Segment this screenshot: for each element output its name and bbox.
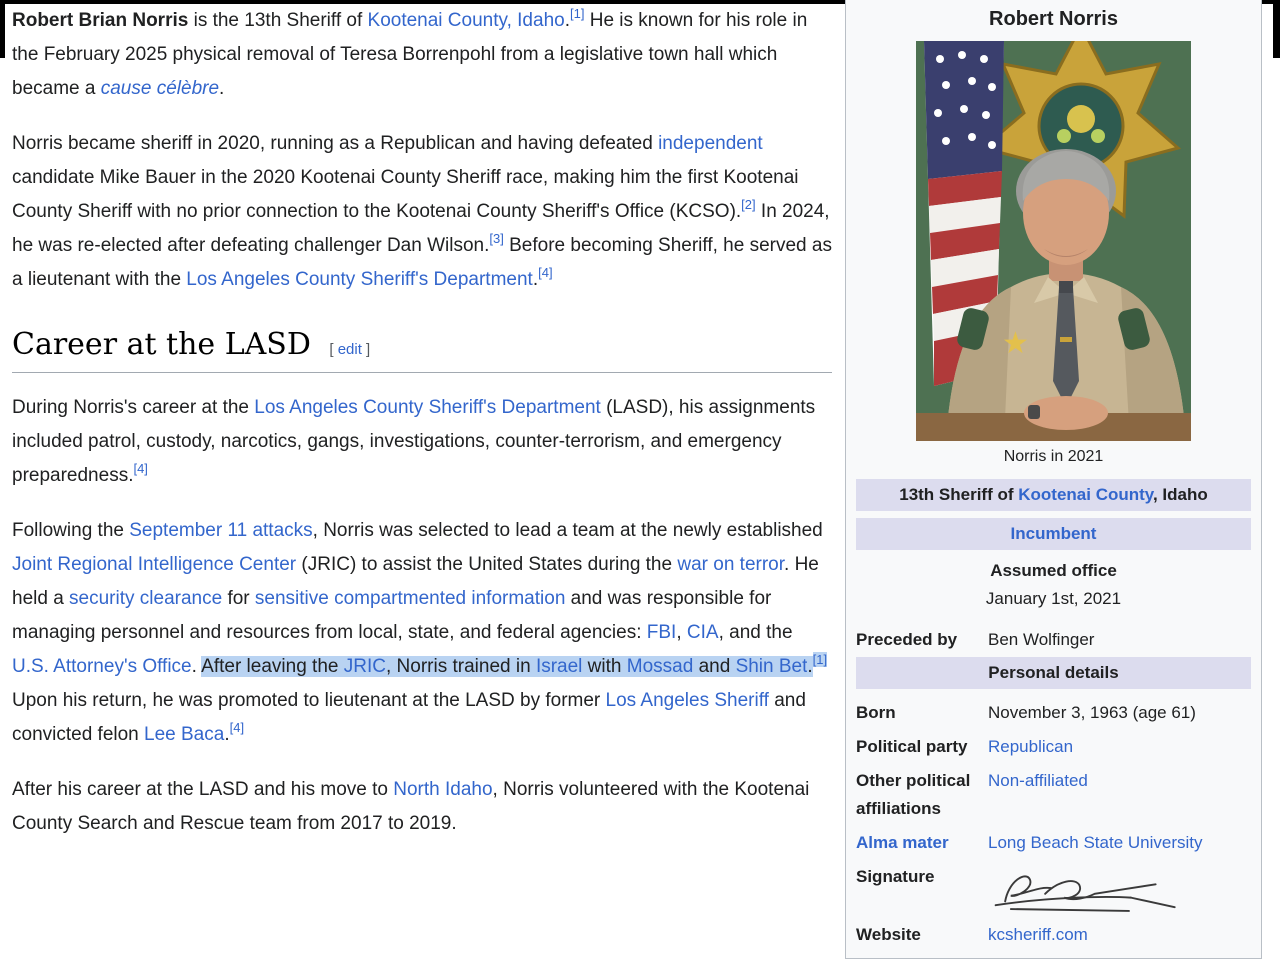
text-segment: Following the bbox=[12, 520, 130, 541]
link[interactable]: independent bbox=[658, 133, 763, 154]
intro-paragraph-1 bbox=[12, 4, 832, 106]
text-segment: (JRIC) to assist the United States during the bbox=[296, 554, 678, 575]
infobox-row-value bbox=[978, 921, 1251, 949]
text-segment: candidate Mike Bauer in the 2020 Kootenai County Sheriff race, making him the first Kootenai County Sheriff with no prior connection to the Kootenai County Sheriff's Office (KCSO). bbox=[12, 167, 799, 222]
infobox-row bbox=[856, 826, 1251, 860]
link[interactable]: Incumbent bbox=[1010, 524, 1097, 543]
infobox-title: Robert Norris bbox=[989, 8, 1118, 30]
link[interactable]: Los Angeles County Sheriff's Department bbox=[186, 269, 533, 290]
text-segment: . bbox=[807, 656, 813, 677]
infobox-row-label: Signature bbox=[856, 867, 935, 886]
infobox-row bbox=[856, 764, 1251, 826]
text-segment: , Idaho bbox=[1152, 485, 1208, 504]
link[interactable]: Mossad bbox=[626, 656, 694, 677]
text-segment: , bbox=[676, 622, 687, 643]
chest-badge-star: ★ bbox=[1002, 327, 1029, 360]
text-segment: During Norris's career at the bbox=[12, 397, 255, 418]
text-segment: He is known for his role in the February 2025 physical removal of Teresa Borrenpohl from a legislative town hall which became a bbox=[12, 10, 808, 99]
text-segment: , and the bbox=[718, 622, 793, 643]
infobox-row bbox=[856, 623, 1251, 657]
link[interactable]: Los Angeles County Sheriff's Department bbox=[254, 397, 601, 418]
link[interactable]: sensitive compartmented information bbox=[254, 588, 566, 609]
assumed-office-date: January 1st, 2021 bbox=[985, 589, 1122, 608]
link[interactable]: Kootenai County bbox=[1018, 485, 1153, 504]
edit-bracket-close: ] bbox=[361, 341, 371, 358]
text-segment: In 2024, he was re-elected after defeating challenger Dan Wilson. bbox=[12, 201, 830, 256]
career-paragraph-1 bbox=[12, 391, 832, 493]
signature-image bbox=[988, 865, 1188, 915]
text-segment: with bbox=[582, 656, 627, 677]
link[interactable]: North Idaho bbox=[393, 779, 493, 800]
screenshot-right-edge-artifact bbox=[1273, 0, 1280, 58]
link[interactable]: war on terror bbox=[677, 554, 785, 575]
infobox-row-label: Website bbox=[856, 925, 921, 944]
text-segment: , Norris trained in bbox=[385, 656, 536, 677]
infobox-row-label: Preceded by bbox=[856, 630, 958, 649]
text-segment: Robert Brian Norris bbox=[12, 10, 189, 31]
link[interactable]: security clearance bbox=[69, 588, 223, 609]
link[interactable]: cause célèbre bbox=[100, 78, 220, 99]
reference-link[interactable]: [1] bbox=[569, 5, 585, 21]
link[interactable]: Kootenai County, Idaho bbox=[367, 10, 565, 31]
infobox-row-label: Other political affiliations bbox=[856, 771, 971, 818]
photo-caption: Norris in 2021 bbox=[1003, 448, 1104, 465]
infobox-row-label: Political party bbox=[856, 737, 968, 756]
reference-link[interactable]: [3] bbox=[489, 230, 504, 246]
section-title: Career at the LASD bbox=[12, 327, 311, 362]
infobox bbox=[845, 0, 1262, 959]
link[interactable]: FBI bbox=[646, 622, 677, 643]
link[interactable]: Republican bbox=[988, 737, 1074, 756]
assumed-office-label: Assumed office bbox=[990, 561, 1117, 580]
career-paragraph-3 bbox=[12, 773, 832, 841]
text-segment: . He held a bbox=[12, 554, 819, 609]
link[interactable]: Lee Baca bbox=[144, 724, 225, 745]
link[interactable]: Los Angeles Sheriff bbox=[605, 690, 769, 711]
link[interactable]: Long Beach State University bbox=[988, 833, 1203, 852]
portrait-photo bbox=[916, 41, 1191, 441]
reference-link[interactable]: [1] bbox=[812, 651, 828, 667]
infobox-row bbox=[856, 696, 1251, 730]
infobox-row-value: November 3, 1963 (age 61) bbox=[988, 703, 1196, 722]
text-segment: Before becoming Sheriff, he served as a lieutenant with the bbox=[12, 235, 832, 290]
edit-link[interactable]: edit bbox=[337, 341, 362, 358]
text-segment: Norris became sheriff in 2020, running as a Republican and having defeated bbox=[12, 133, 659, 154]
text-segment: . bbox=[564, 10, 570, 31]
infobox-row-value: Ben Wolfinger bbox=[988, 630, 1095, 649]
intro-paragraph-2 bbox=[12, 127, 832, 297]
text-segment: . bbox=[191, 656, 202, 677]
link[interactable]: September 11 attacks bbox=[129, 520, 313, 541]
edit-bracket-open: [ bbox=[329, 341, 338, 358]
infobox-section-header: Personal details bbox=[856, 657, 1251, 689]
link[interactable]: CIA bbox=[686, 622, 719, 643]
infobox-row-value bbox=[978, 733, 1251, 761]
text-segment: (LASD), his assignments included patrol, custody, narcotics, gangs, investigations, counter-terrorism, and emergency preparedness. bbox=[12, 397, 816, 486]
incumbent-header bbox=[856, 518, 1251, 550]
link[interactable]: Israel bbox=[535, 656, 583, 677]
text-segment: , Norris volunteered with the Kootenai County Search and Rescue team from 2017 to 2019. bbox=[12, 779, 810, 834]
link[interactable]: kcsheriff.com bbox=[988, 925, 1088, 944]
reference-link[interactable]: [4] bbox=[229, 719, 245, 735]
text-segment: . bbox=[532, 269, 539, 290]
text-segment: . bbox=[224, 724, 230, 745]
text-segment: Upon his return, he was promoted to lieutenant at the LASD by former bbox=[12, 690, 606, 711]
edit-section bbox=[329, 341, 370, 358]
text-segment: and was responsible for managing personnel and resources from local, state, and federal agencies: bbox=[12, 588, 772, 643]
office-header bbox=[856, 479, 1251, 511]
infobox-row-value bbox=[978, 829, 1251, 857]
assumed-office-block bbox=[856, 557, 1251, 613]
infobox-row-label[interactable]: Alma mater bbox=[856, 833, 949, 852]
text-segment: is the 13th Sheriff of bbox=[188, 10, 368, 31]
screenshot-left-edge-artifact bbox=[0, 0, 5, 58]
text-segment: After his career at the LASD and his move to bbox=[12, 779, 394, 800]
infobox-row bbox=[856, 730, 1251, 764]
text-segment: 13th Sheriff of bbox=[899, 485, 1019, 504]
reference-link[interactable]: [2] bbox=[741, 196, 756, 212]
reference-link[interactable]: [4] bbox=[133, 460, 148, 476]
link[interactable]: JRIC bbox=[343, 656, 386, 677]
text-segment: and bbox=[693, 656, 736, 677]
link[interactable]: Shin Bet bbox=[735, 656, 808, 677]
infobox-row-value bbox=[978, 767, 1251, 823]
text-segment: After leaving the bbox=[201, 656, 344, 677]
link[interactable]: Non-affiliated bbox=[988, 771, 1088, 790]
infobox-row bbox=[856, 860, 1251, 918]
link[interactable]: Joint Regional Intelligence Center bbox=[12, 554, 297, 575]
article-content bbox=[12, 4, 832, 862]
text-segment: and convicted felon bbox=[12, 690, 806, 745]
text-segment: . bbox=[219, 78, 225, 99]
text-segment: for bbox=[222, 588, 255, 609]
infobox-row-value bbox=[978, 863, 1251, 915]
infobox-row-label: Born bbox=[856, 703, 896, 722]
career-paragraph-2 bbox=[12, 514, 832, 752]
infobox-rows bbox=[856, 623, 1251, 952]
text-segment: , Norris was selected to lead a team at the newly established bbox=[312, 520, 823, 541]
reference-link[interactable]: [4] bbox=[538, 264, 553, 280]
link[interactable]: U.S. Attorney's Office bbox=[12, 656, 192, 677]
section-heading-block bbox=[12, 327, 832, 373]
infobox-row bbox=[856, 918, 1251, 952]
